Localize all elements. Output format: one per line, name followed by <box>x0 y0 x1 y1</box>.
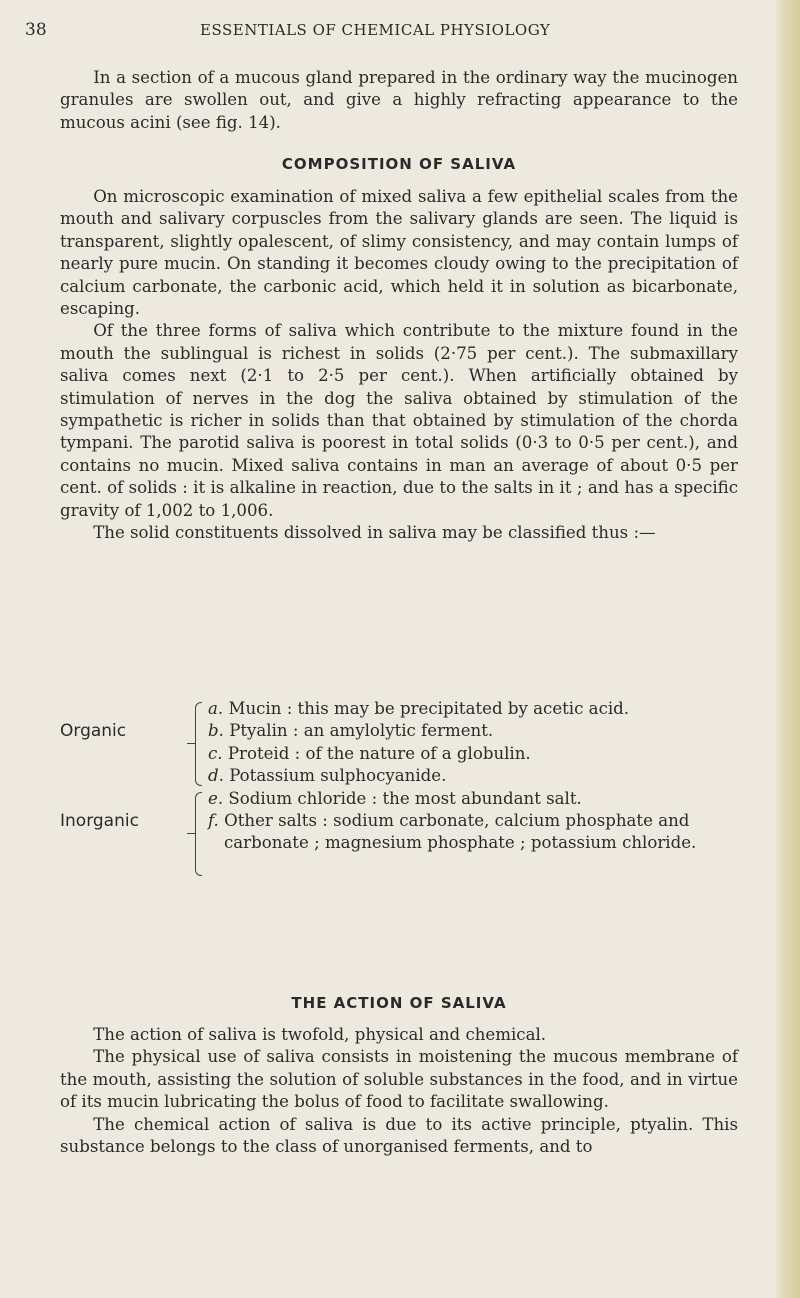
group-label-inorganic: Inorganic <box>60 810 139 831</box>
paragraph: The solid constituents dissolved in saliva may be classified thus :— <box>93 523 656 543</box>
constituents-classification <box>60 698 750 855</box>
page-number: 38 <box>25 20 47 40</box>
list-item: d. Potassium sulphocyanide. <box>208 766 447 786</box>
organic-items <box>208 698 750 788</box>
paragraph: The physical use of saliva consists in moistening the mucous membrane of the mouth, assisting the solution of soluble substances in the food, and in virtue of its mucin lubricating the bolus of food to facilitate swallowing. <box>60 1047 738 1112</box>
list-item: f. Other salts : sodium carbonate, calcium phosphate and carbonate ; magnesium phosphate ; potassium chloride. <box>208 811 697 853</box>
brace <box>195 702 202 786</box>
intro-text <box>60 67 738 134</box>
list-item: b. Ptyalin : an amylolytic ferment. <box>208 721 494 741</box>
brace-tip <box>187 743 195 744</box>
brace-tip <box>187 833 195 834</box>
group-label-organic: Organic <box>60 721 127 741</box>
list-item: c. Proteid : of the nature of a globulin. <box>208 743 531 763</box>
list-item: a. Mucin : this may be precipitated by acetic acid. <box>208 699 630 718</box>
page-header <box>0 20 800 46</box>
paragraph: In a section of a mucous gland prepared in the ordinary way the mucinogen granules are swollen out, and give a highly refracting appearance to the mucous acini (see fig. 14). <box>60 68 738 132</box>
paragraph: Of the three forms of saliva which contribute to the mixture found in the mouth the sublingual is richest in solids (2·75 per cent.). The submaxillary saliva comes next (2·1 to 2·5 per cent.). When artificially obtained by stimulation of nerves in the dog the saliva obtained by stimulation of the sympathetic is richer in solids than that obtained by stimulation of the chorda tympani. The parotid saliva is poorest in total solids (0·3 to 0·5 per cent.), and contains no mucin. Mixed saliva contains in man an average of about 0·5 per cent. of solids : it is alkaline in reaction, due to the salts in it ; and has a specific gravity of 1,002 to 1,006. <box>60 321 738 520</box>
page-edge <box>774 0 800 1298</box>
composition-text <box>60 186 738 545</box>
list-item: e. Sodium chloride : the most abundant salt. <box>208 788 582 808</box>
organic-group <box>60 698 750 788</box>
running-title: ESSENTIALS OF CHEMICAL PHYSIOLOGY <box>200 21 551 39</box>
action-text <box>60 1024 738 1158</box>
section-heading-action: THE ACTION OF SALIVA <box>291 994 507 1012</box>
brace <box>195 792 202 876</box>
paragraph: On microscopic examination of mixed saliva a few epithelial scales from the mouth and salivary corpuscles from the salivary glands are seen. The liquid is transparent, slightly opalescent, of slimy consistency, and may contain lumps of nearly pure mucin. On standing it becomes cloudy owing to the precipitation of calcium carbonate, the carbonic acid, which held it in solution as bicarbonate, escaping. <box>60 187 738 319</box>
section-heading-composition: COMPOSITION OF SALIVA <box>281 155 517 173</box>
inorganic-items <box>208 788 750 855</box>
paragraph: The action of saliva is twofold, physical and chemical. <box>93 1025 547 1044</box>
paragraph: The chemical action of saliva is due to its active principle, ptyalin. This substance belongs to the class of unorganised ferments, and to <box>60 1114 738 1157</box>
inorganic-group <box>60 788 750 855</box>
